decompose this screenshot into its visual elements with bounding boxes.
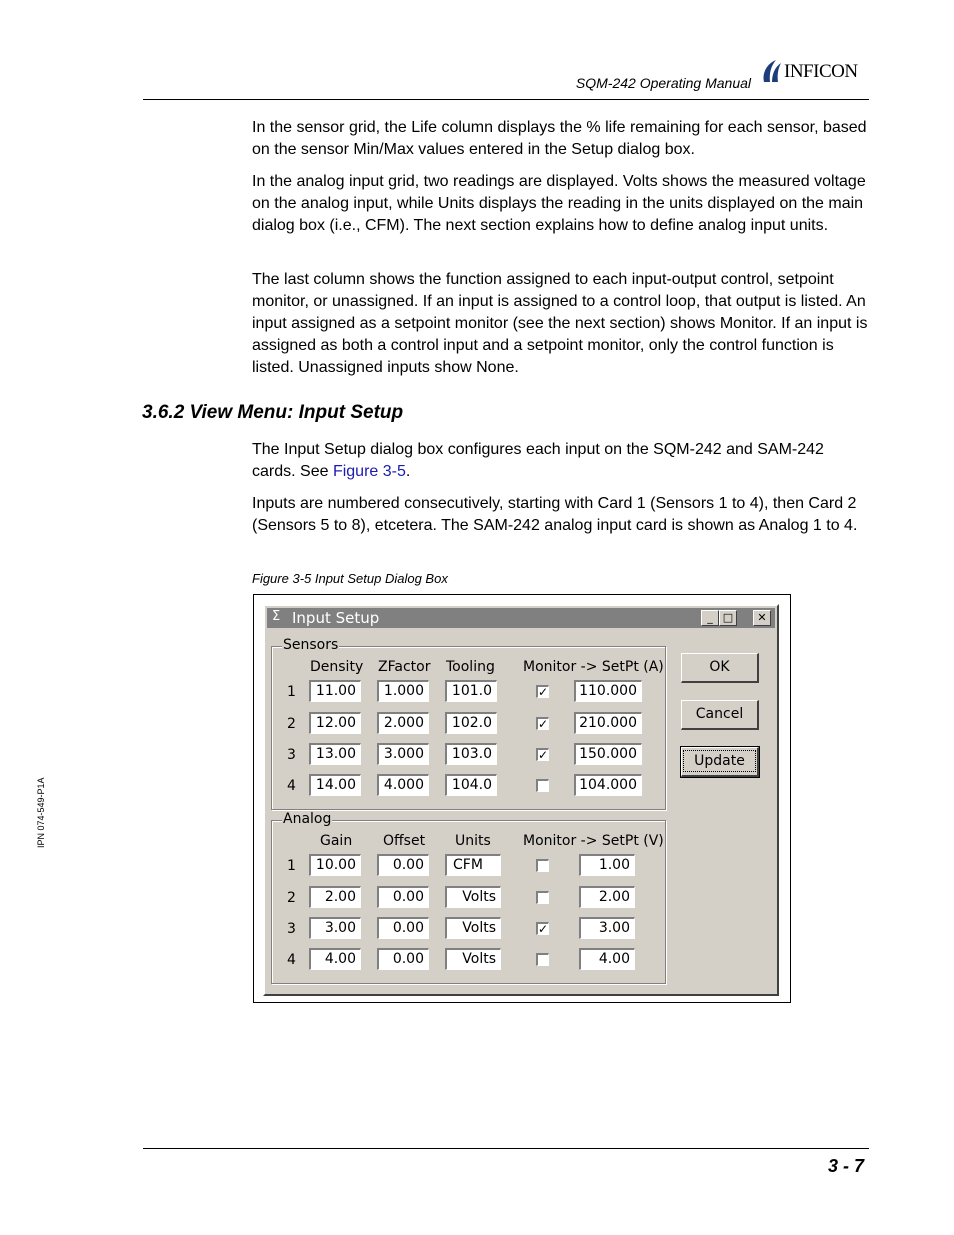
units-field[interactable]: Volts bbox=[445, 886, 501, 908]
tooling-header: Tooling bbox=[446, 659, 495, 675]
sensor-number: 4 bbox=[287, 778, 296, 794]
setpoint-field[interactable]: 150.000 bbox=[574, 743, 642, 765]
paragraph-text: In the sensor grid, the Life column displays the % life remaining for each sensor, based on the sensor Min/Max values entered in the Setup dialog box. bbox=[252, 119, 867, 158]
monitor-checkbox[interactable]: ✓ bbox=[538, 685, 549, 699]
analog-number: 1 bbox=[287, 858, 296, 874]
units-header: Units bbox=[455, 833, 491, 849]
density-field[interactable]: 11.00 bbox=[309, 680, 361, 702]
paragraph-text: In the analog input grid, two readings are displayed. Volts shows the measured voltage on the analog input, while Units displays the reading in the units displayed on the main dialog box (i.e., CFM). The next section explains how to define analog input units. bbox=[252, 173, 866, 234]
cancel-button[interactable]: Cancel bbox=[681, 700, 759, 730]
analog-number: 3 bbox=[287, 921, 296, 937]
manual-title: SQM-242 Operating Manual bbox=[575, 75, 751, 91]
sensors-group-label: Sensors bbox=[283, 637, 339, 653]
setpoint-field[interactable]: 1.00 bbox=[579, 854, 635, 876]
paragraph-text: The Input Setup dialog box configures each input on the SQM-242 and SAM-242 cards. See bbox=[252, 441, 824, 480]
maximize-button[interactable]: □ bbox=[719, 610, 737, 626]
ok-button[interactable]: OK bbox=[681, 653, 759, 683]
update-button[interactable] bbox=[681, 747, 759, 777]
monitor-checkbox[interactable]: ✓ bbox=[538, 748, 549, 762]
zfactor-field[interactable]: 1.000 bbox=[377, 680, 429, 702]
offset-header: Offset bbox=[383, 833, 426, 849]
dialog-title: Input Setup bbox=[292, 609, 380, 627]
analog-group bbox=[271, 811, 666, 984]
monitor-checkbox[interactable]: ✓ bbox=[538, 922, 549, 936]
units-field[interactable]: CFM bbox=[445, 854, 501, 876]
gain-field[interactable]: 4.00 bbox=[309, 948, 361, 970]
zfactor-field[interactable]: 2.000 bbox=[377, 712, 429, 734]
sigma-icon: Σ bbox=[272, 609, 281, 624]
setpoint-field[interactable]: 2.00 bbox=[579, 886, 635, 908]
inficon-logo bbox=[760, 58, 872, 84]
zfactor-field[interactable]: 4.000 bbox=[377, 774, 429, 796]
tooling-field[interactable]: 104.0 bbox=[445, 774, 497, 796]
paragraph-inputs-numbered bbox=[252, 493, 870, 537]
sensor-number: 1 bbox=[287, 684, 296, 700]
zfactor-header: ZFactor bbox=[378, 659, 431, 675]
monitor-checkbox[interactable] bbox=[536, 779, 549, 792]
monitor-checkbox[interactable] bbox=[536, 953, 549, 966]
gain-header: Gain bbox=[320, 833, 353, 849]
analog-number: 2 bbox=[287, 890, 296, 906]
figure-link[interactable]: Figure 3-5 bbox=[332, 463, 406, 480]
paragraph-input-setup bbox=[252, 439, 870, 483]
offset-field[interactable]: 0.00 bbox=[377, 854, 429, 876]
setpoint-field[interactable]: 3.00 bbox=[579, 917, 635, 939]
units-field[interactable]: Volts bbox=[445, 917, 501, 939]
density-field[interactable]: 14.00 bbox=[309, 774, 361, 796]
sensor-monitor-header: Monitor -> SetPt (A) bbox=[523, 659, 664, 675]
paragraph-text: Inputs are numbered consecutively, starting with Card 1 (Sensors 1 to 4), then Card 2 (Sensors 5 to 8), etcetera. The SAM-242 analog input card is shown as Analog 1 to 4. bbox=[252, 495, 858, 534]
setpoint-field[interactable]: 110.000 bbox=[574, 680, 642, 702]
update-button-label: Update bbox=[683, 750, 756, 772]
dialog-titlebar[interactable] bbox=[267, 608, 775, 628]
setpoint-field[interactable]: 210.000 bbox=[574, 712, 642, 734]
paragraph-text: The last column shows the function assigned to each input-output control, setpoint monitor, or unassigned. If an input is assigned to a control loop, that output is listed. An input assigned as a setpoint monitor (see the next section) shows Monitor. If an input is assigned as both a control input and a setpoint monitor, only the control function is listed. Unassigned inputs show None. bbox=[252, 271, 868, 376]
analog-number: 4 bbox=[287, 952, 296, 968]
gain-field[interactable]: 2.00 bbox=[309, 886, 361, 908]
sensor-number: 2 bbox=[287, 716, 296, 732]
density-header: Density bbox=[310, 659, 364, 675]
monitor-checkbox[interactable] bbox=[536, 859, 549, 872]
paragraph-last-column bbox=[252, 269, 870, 379]
tooling-field[interactable]: 102.0 bbox=[445, 712, 497, 734]
paragraph-text-end: . bbox=[405, 463, 411, 480]
units-field[interactable]: Volts bbox=[445, 948, 501, 970]
tooling-field[interactable]: 103.0 bbox=[445, 743, 497, 765]
tooling-field[interactable]: 101.0 bbox=[445, 680, 497, 702]
zfactor-field[interactable]: 3.000 bbox=[377, 743, 429, 765]
analog-group-label: Analog bbox=[283, 811, 332, 827]
sensor-number: 3 bbox=[287, 747, 296, 763]
setpoint-field[interactable]: 4.00 bbox=[579, 948, 635, 970]
page-number: 3 - 7 bbox=[827, 1156, 864, 1176]
inficon-logo-icon bbox=[760, 58, 782, 84]
gain-field[interactable]: 3.00 bbox=[309, 917, 361, 939]
header-rule bbox=[143, 99, 869, 100]
paragraph-analog-grid bbox=[252, 171, 870, 237]
monitor-checkbox[interactable]: ✓ bbox=[538, 717, 549, 731]
paragraph-life-column bbox=[252, 117, 870, 161]
density-field[interactable]: 12.00 bbox=[309, 712, 361, 734]
section-heading: 3.6.2 View Menu: Input Setup bbox=[142, 402, 404, 423]
minimize-button[interactable]: _ bbox=[701, 610, 719, 626]
monitor-checkbox[interactable] bbox=[536, 891, 549, 904]
analog-monitor-header: Monitor -> SetPt (V) bbox=[523, 833, 664, 849]
figure-caption: Figure 3-5 Input Setup Dialog Box bbox=[252, 571, 448, 586]
sensors-group bbox=[271, 637, 666, 810]
setpoint-field[interactable]: 104.000 bbox=[574, 774, 642, 796]
offset-field[interactable]: 0.00 bbox=[377, 948, 429, 970]
close-button[interactable]: ✕ bbox=[753, 610, 771, 626]
offset-field[interactable]: 0.00 bbox=[377, 917, 429, 939]
footer-rule bbox=[143, 1148, 869, 1149]
density-field[interactable]: 13.00 bbox=[309, 743, 361, 765]
logo-text: INFICON bbox=[784, 61, 858, 82]
offset-field[interactable]: 0.00 bbox=[377, 886, 429, 908]
input-setup-dialog bbox=[263, 604, 779, 996]
figure-frame bbox=[253, 594, 791, 1003]
document-code: IPN 074-549-P1A bbox=[36, 777, 46, 848]
gain-field[interactable]: 10.00 bbox=[309, 854, 361, 876]
